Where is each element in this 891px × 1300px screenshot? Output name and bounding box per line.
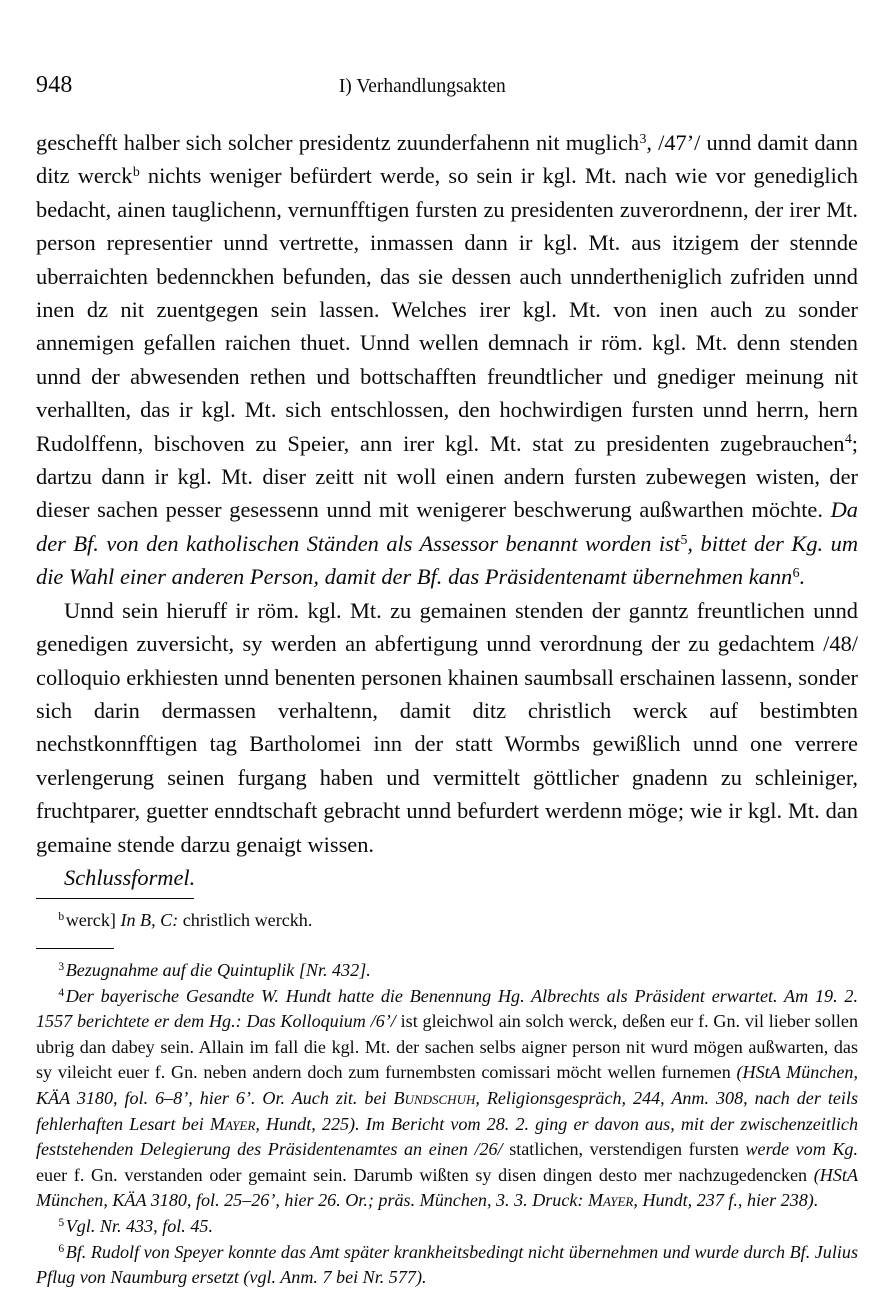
running-head xyxy=(36,72,858,98)
footnote-marker: 4 xyxy=(58,985,65,999)
variant-note-marker: b xyxy=(58,910,65,924)
footnote-marker: 5 xyxy=(58,1216,65,1230)
variant-note xyxy=(36,908,858,934)
note-reference-marker: 5 xyxy=(680,532,688,548)
footnote-marker: 6 xyxy=(58,1241,65,1255)
italic-run: Vgl. Nr. 433, fol. 45. xyxy=(65,1215,213,1236)
italic-run: Da der Bf. von den katholischen Ständen als Assessor benannt worden ist xyxy=(36,497,858,556)
roman-run: geschefft halber sich solcher presidentz zuunderfahenn nit muglich xyxy=(36,130,640,155)
footnote xyxy=(36,984,858,1214)
small-caps-name: Mayer xyxy=(209,1113,256,1134)
italic-run: , Religionsgespräch, 244, Anm. 308, nach der teils fehlerhaften Lesart bei xyxy=(36,1087,859,1134)
roman-run: nichts weniger befürdert werde, so sein ir kgl. Mt. nach wie vor genediglich bedacht, ainen tauglichenn, vernunfftigen fursten zu presidenten zuverordnenn, der irer Mt. person representier unnd vertrette, inmassen dann ir kgl. Mt. aus itzigem der stennde uberraichten bedennckhen befunden, das sie dessen auch unndertheniglich zufriden unnd inen dz nit zuentgegen sein lassen. Welches irer kgl. Mt. von inen auch zu sonder annemigen gefallen raichen thuet. Unnd wellen demnach ir röm. kgl. Mt. denn stenden unnd der abwesenden rethen und bottschafften freundtlicher und gnediger meinung nit verhallten, das ir kgl. Mt. sich entschlossen, den hochwirdigen fursten unnd herrn, hern Rudolffenn, bischoven zu Speier, ann irer kgl. Mt. stat zu presidenten zugebrauchen xyxy=(36,163,858,456)
italic-run: , Hundt, 237 f., hier 238). xyxy=(633,1190,819,1211)
italic-run: . xyxy=(799,564,806,590)
closing-formula: Schlussformel. xyxy=(64,864,196,890)
italic-run: , Hundt, 225). Im Bericht vom 28. 2. ging er davon aus, mit der zwischenzeitlich feststehenden Delegierung des Präsidentenamtes an einen /26/ xyxy=(36,1113,858,1160)
body-paragraph xyxy=(36,126,858,594)
variant-apparatus xyxy=(36,898,858,934)
roman-run: werck] xyxy=(65,910,121,930)
italic-run: Bezugnahme auf die Quintuplik [Nr. 432]. xyxy=(65,960,371,980)
page-number: 948 xyxy=(36,72,73,98)
roman-run: Unnd sein hieruff ir röm. kgl. Mt. zu gemainen stenden der ganntz freuntlichen unnd genedigen zuversicht, sy werden an abfertigung unnd verordnung der zu gedachtem /48/ colloquio erkhiesten unnd benenten personen khainen saumbsall erschainen lassenn, sonder sich darin dermassen verhaltenn, damit ditz christlich werck auf bestimbten nechstkonnfftigen tag Bartholomei inn der statt Wormbs gewißlich unnd one verrere verlengerung seinen furgang haben und vermittelt göttlicher gnadenn zu schleiniger, fruchtparer, guetter enndtschaft gebracht unnd befurdert werdenn möge; wie ir kgl. Mt. dan gemaine stende darzu genaigt wissen. xyxy=(36,597,858,857)
footnote-marker: 3 xyxy=(58,960,65,974)
footnote xyxy=(36,1240,858,1291)
italic-run: (HStA München, KÄA 3180, fol. 25–26’, hier 26. Or.; präs. München, 3. 3. Druck: xyxy=(36,1164,858,1211)
italic-run: Bf. Rudolf von Speyer konnte das Amt später krankheitsbedingt nicht übernehmen und wurde durch Bf. Julius Pflug von Naumburg ersetzt (vgl. Anm. 7 bei Nr. 577). xyxy=(36,1241,858,1288)
footnote xyxy=(36,1214,858,1240)
running-title: I) Verhandlungsakten xyxy=(338,76,506,97)
roman-run: , /47’/ unnd damit dann ditz werck xyxy=(36,130,858,189)
roman-run: ist gleichwol ain solch werck, deßen eur f. Gn. vil lieber sollen ubrig dan dabey sein. Allain im fall die kgl. Mt. der sachen selbs aigner person nit wurd mögen außwarten, das sy vileicht euer f. Gn. neben andern doch zum furnembsten comissari möcht wellen furnemen xyxy=(36,1011,858,1083)
roman-run: ; dartzu dann ir kgl. Mt. diser zeitt nit woll einen andern fursten zubewegen wisten, der dieser sachen pesser gesessenn unnd mit wenigerer beschwerung außwarthen möchte. xyxy=(36,430,858,523)
note-reference-marker: 6 xyxy=(792,566,800,582)
footnote-list xyxy=(36,958,858,1291)
body-paragraph xyxy=(36,594,858,861)
italic-run: werde vom Kg. xyxy=(745,1139,858,1160)
small-caps-name: Bundschuh xyxy=(393,1087,476,1108)
italic-run: Der bayerische Gesandte W. Hundt hatte die Benennung Hg. Albrechts als Präsident erwartet. Am 19. 2. 1557 berichtete er dem Hg.: Das Kolloquium /6’/ xyxy=(36,985,858,1032)
footnote-separator-rule xyxy=(36,948,114,949)
roman-run: euer f. Gn. verstanden oder gemaint sein. Darumb wißten sy disen dingen desto mer nachzugedencken xyxy=(36,1164,814,1185)
paragraph-list xyxy=(36,126,858,861)
roman-run: statlichen, verstendigen fursten xyxy=(509,1139,746,1160)
footnote xyxy=(36,958,858,984)
italic-run: (HStA München, KÄA 3180, fol. 6–8’, hier 6’. Or. Auch zit. bei xyxy=(36,1062,859,1108)
variant-separator-rule xyxy=(36,898,194,899)
variant-note-list xyxy=(36,908,858,934)
note-reference-marker: b xyxy=(132,165,140,181)
roman-run: christlich werckh. xyxy=(178,910,313,930)
main-text-block xyxy=(36,126,858,894)
small-caps-name: Mayer xyxy=(587,1190,634,1211)
note-reference-marker: 4 xyxy=(844,432,852,448)
italic-run: , bittet der Kg. um die Wahl einer anderen Person, damit der Bf. das Präsidentenamt übernehmen kann xyxy=(36,530,858,590)
italic-run: In B, C: xyxy=(120,910,179,930)
footnote-apparatus xyxy=(36,948,858,1291)
note-reference-marker: 3 xyxy=(639,131,647,147)
